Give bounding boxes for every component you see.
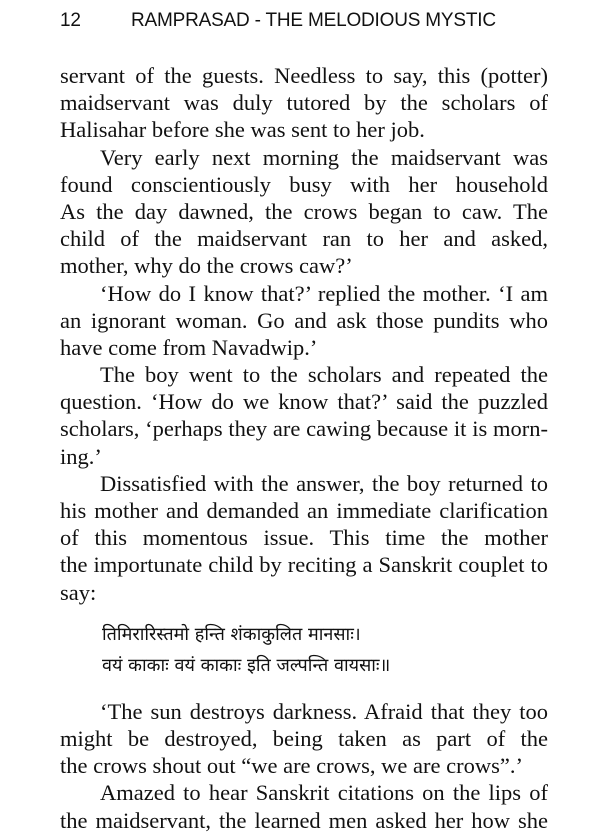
text-line: maidservant was duly tutored by the scholars of — [60, 90, 548, 116]
text-line: scholars, ‘perhaps they are cawing because it is morn- — [60, 416, 548, 442]
text-line: might be destroyed, being taken as part of the — [60, 725, 548, 751]
page-header — [60, 10, 560, 40]
text-line: ing.’ — [60, 443, 102, 469]
text-line: an ignorant woman. Go and ask those pundits who — [60, 307, 548, 333]
text-line: the maidservant, the learned men asked her how she — [60, 807, 548, 833]
text-line: The boy went to the scholars and repeated the — [100, 362, 548, 388]
verse-line: वयं काकाः वयं काकाः इति जल्पन्ति वायसाः॥ — [102, 654, 391, 676]
text-line: child of the maidservant ran to her and asked, — [60, 226, 548, 252]
text-line: servant of the guests. Needless to say, this (potter) — [60, 63, 548, 88]
sanskrit-couplet — [60, 619, 548, 681]
text-line: his mother and demanded an immediate clarification — [60, 498, 548, 523]
text-line: Very early next morning the maidservant was — [100, 144, 548, 170]
text-line: the crows shout out “we are crows, we are crows”.’ — [60, 753, 523, 779]
text-line: ‘The sun destroys darkness. Afraid that they too — [100, 698, 548, 724]
text-line: the importunate child by reciting a Sanskrit couplet to — [60, 552, 548, 578]
body-text — [60, 62, 548, 834]
text-line: Halisahar before she was sent to her job. — [60, 117, 425, 143]
text-line: have come from Navadwip.’ — [60, 334, 318, 360]
text-line: say: — [60, 579, 97, 605]
text-line: Dissatisfied with the answer, the boy returned to — [100, 470, 548, 496]
text-line: ‘How do I know that?’ replied the mother. ‘I am — [100, 280, 548, 306]
text-line: question. ‘How do we know that?’ said the puzzled — [60, 389, 548, 415]
text-line: As the day dawned, the crows began to caw. The — [60, 198, 548, 224]
page-number: 12 — [60, 10, 81, 31]
text-line: mother, why do the crows caw?’ — [60, 253, 353, 279]
text-line: found conscientiously busy with her household — [60, 171, 548, 197]
text-line: Amazed to hear Sanskrit citations on the lips of — [100, 780, 548, 806]
running-title: RAMPRASAD - THE MELODIOUS MYSTIC — [131, 10, 496, 31]
text-line: of this momentous issue. This time the mother — [60, 525, 548, 551]
verse-line: तिमिरारिस्तमो हन्ति शंकाकुलित मानसाः। — [102, 623, 361, 645]
